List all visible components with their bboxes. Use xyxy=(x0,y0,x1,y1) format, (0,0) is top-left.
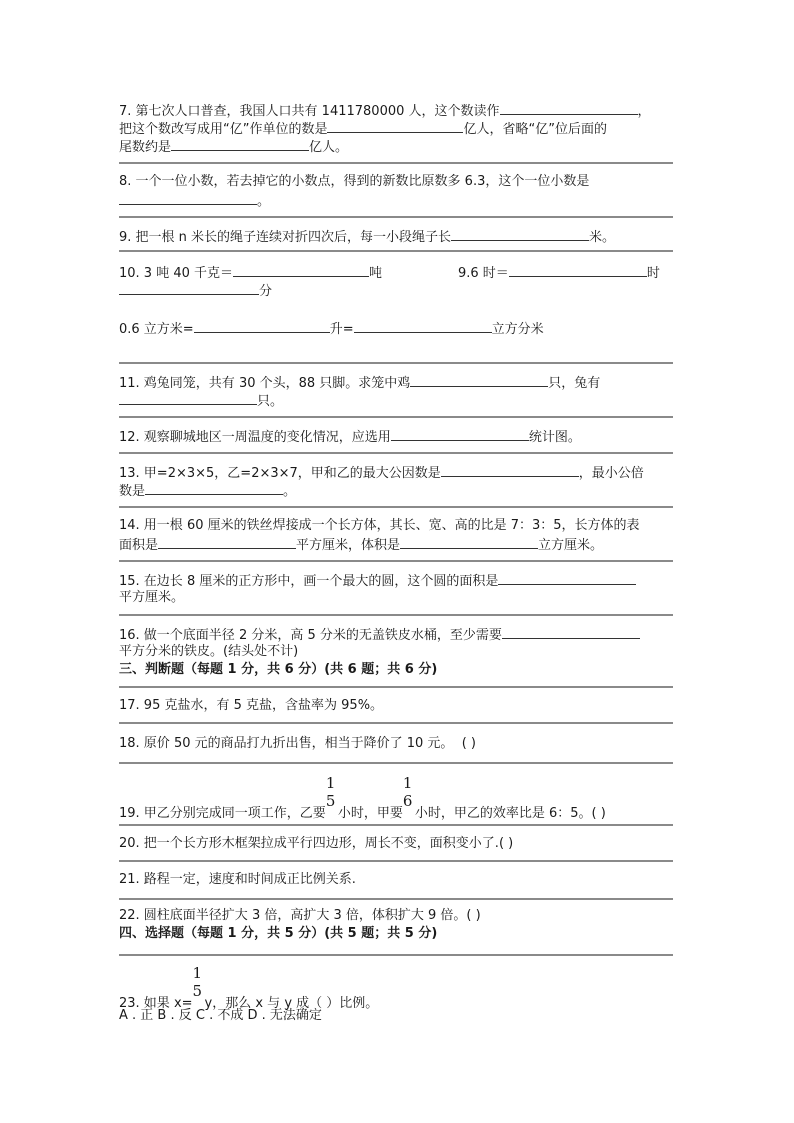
question-20: 20. 把一个长方形木框架拉成平行四边形，周长不变，面积变小了.( ) xyxy=(119,836,514,851)
question-15-line-2: 平方厘米。 xyxy=(119,590,185,605)
question-9: 9. 把一根 n 米长的绳子连续对折四次后，每一小段绳子长 米。 xyxy=(119,226,679,247)
divider xyxy=(119,898,673,900)
answer-blank[interactable] xyxy=(502,624,640,639)
divider xyxy=(119,614,673,616)
answer-blank[interactable] xyxy=(451,226,589,241)
answer-blank[interactable] xyxy=(119,190,257,205)
question-23: 23. 如果 x= 1 5 y，那么 x 与 y 成（ ）比例。 xyxy=(119,964,379,1011)
answer-parentheses[interactable]: ( ) xyxy=(466,908,481,923)
question-18: 18. 原价 50 元的商品打九折出售，相当于降价了 10 元。 ( ) xyxy=(119,736,476,751)
section-4-heading: 四、选择题（每题 1 分，共 5 分）(共 5 题；共 5 分) xyxy=(119,926,438,941)
question-7-line-1: 7. 第七次人口普查，我国人口共有 1411780000 人，这个数读作 ， xyxy=(119,100,679,121)
question-7-line-2: 把这个数改写成用“亿”作单位的数是 亿人，省略“亿”位后面的 xyxy=(119,118,679,139)
question-8-line-1: 8. 一个一位小数，若去掉它的小数点，得到的新数比原数多 6.3，这个一位小数是 xyxy=(119,174,590,189)
answer-blank[interactable] xyxy=(327,118,463,133)
divider xyxy=(119,860,673,862)
divider xyxy=(119,762,673,764)
answer-blank[interactable] xyxy=(171,136,309,151)
question-16-line-2: 平方分米的铁皮。(结头处不计) xyxy=(119,644,299,659)
answer-blank[interactable] xyxy=(145,480,283,495)
question-10-line-2: 分 xyxy=(119,280,679,301)
question-7-line-3: 尾数约是 亿人。 xyxy=(119,136,679,157)
divider xyxy=(119,506,673,508)
question-12: 12. 观察聊城地区一周温度的变化情况，应选用 统计图。 xyxy=(119,426,679,447)
question-14-line-1: 14. 用一根 60 厘米的铁丝焊接成一个长方体，其长、宽、高的比是 7：3：5，长方体的表 xyxy=(119,518,640,533)
divider xyxy=(119,362,673,364)
divider xyxy=(119,954,673,956)
question-13-line-1: 13. 甲=2×3×5，乙=2×3×7，甲和乙的最大公因数是 ，最小公倍 xyxy=(119,462,679,483)
question-10-line-1: 10. 3 吨 40 千克＝ 吨 xyxy=(119,262,679,283)
answer-blank[interactable] xyxy=(354,318,492,333)
question-14-line-2: 面积是 平方厘米，体积是 立方厘米。 xyxy=(119,534,679,555)
question-16-line-1: 16. 做一个底面半径 2 分米，高 5 分米的无盖铁皮水桶，至少需要 xyxy=(119,624,679,645)
divider xyxy=(119,250,673,252)
answer-parentheses[interactable]: ( ) xyxy=(498,836,514,851)
question-8-line-2: 。 xyxy=(119,190,679,211)
question-11-line-1: 11. 鸡兔同笼，共有 30 个头，88 只脚。求笼中鸡 只，兔有 xyxy=(119,372,679,393)
divider xyxy=(119,416,673,418)
divider xyxy=(119,686,673,688)
question-21: 21. 路程一定，速度和时间成正比例关系. xyxy=(119,872,356,887)
answer-blank[interactable] xyxy=(410,372,548,387)
divider xyxy=(119,452,673,454)
question-15-line-1: 15. 在边长 8 厘米的正方形中，画一个最大的圆，这个圆的面积是 xyxy=(119,570,679,591)
divider xyxy=(119,216,673,218)
question-19: 19. 甲乙分别完成同一项工作，乙要 1 5 小时，甲要 1 6 小时，甲乙的效率比是 6：5。( ) xyxy=(119,774,606,821)
answer-parentheses[interactable]: ( ) xyxy=(461,736,476,751)
answer-blank[interactable] xyxy=(194,318,330,333)
section-3-heading: 三、判断题（每题 1 分，共 6 分）(共 6 题；共 6 分) xyxy=(119,662,438,677)
divider xyxy=(119,722,673,724)
answer-blank[interactable] xyxy=(391,426,529,441)
answer-blank[interactable] xyxy=(119,390,257,405)
question-23-options: A . 正 B . 反 C . 不成 D . 无法确定 xyxy=(119,1008,322,1023)
answer-blank[interactable] xyxy=(498,570,636,585)
answer-blank[interactable] xyxy=(441,462,579,477)
question-22: 22. 圆柱底面半径扩大 3 倍，高扩大 3 倍，体积扩大 9 倍。( ) xyxy=(119,908,481,923)
answer-blank[interactable] xyxy=(233,262,369,277)
question-13-line-2: 数是 。 xyxy=(119,480,679,501)
fraction-one-fifth: 1 5 xyxy=(192,964,203,1000)
divider xyxy=(119,162,673,164)
fraction-one-fifth: 1 5 xyxy=(325,774,336,810)
question-11-line-2: 只。 xyxy=(119,390,679,411)
answer-blank[interactable] xyxy=(119,280,259,295)
divider xyxy=(119,824,673,826)
answer-blank[interactable] xyxy=(500,100,638,115)
answer-blank[interactable] xyxy=(158,534,296,549)
answer-blank[interactable] xyxy=(400,534,538,549)
divider xyxy=(119,560,673,562)
question-10-line-3: 0.6 立方米= 升= 立方分米 xyxy=(119,318,679,339)
fraction-one-sixth: 1 6 xyxy=(402,774,413,810)
question-17: 17. 95 克盐水，有 5 克盐，含盐率为 95%。 xyxy=(119,698,384,713)
answer-blank[interactable] xyxy=(509,262,647,277)
question-10-line-1-right: 9.6 时＝ 时 xyxy=(458,262,678,283)
answer-parentheses[interactable]: ( ) xyxy=(591,806,606,821)
